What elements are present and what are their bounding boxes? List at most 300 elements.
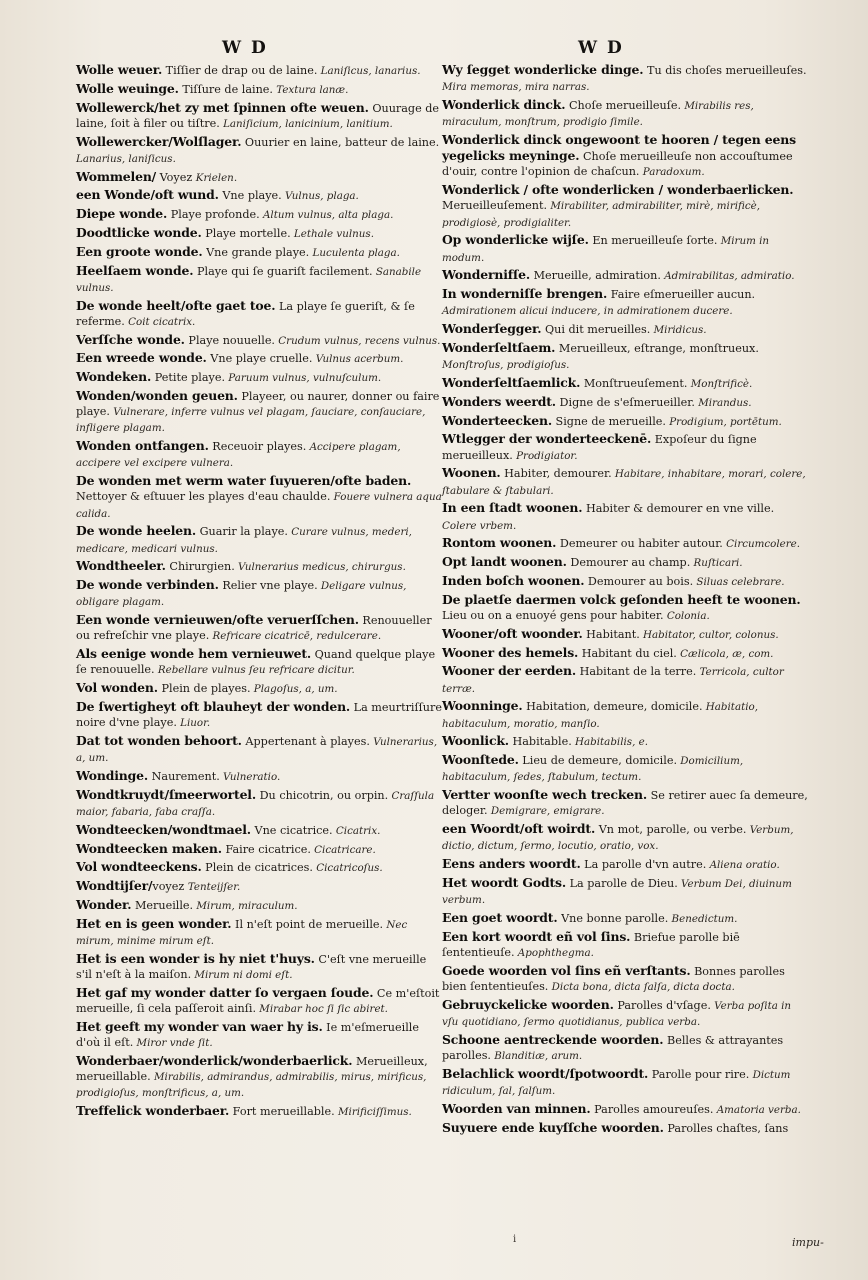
entry-latin: Textura lanæ. bbox=[272, 83, 349, 96]
dictionary-entry bbox=[442, 910, 808, 927]
entry-headword: Het geeft my wonder van waer hy is. bbox=[76, 1018, 323, 1034]
dictionary-entry bbox=[442, 997, 808, 1030]
entry-latin: Vulnus, plaga. bbox=[281, 190, 359, 203]
entry-headword: Wonderſeltſaemlick. bbox=[442, 375, 581, 390]
entry-latin: Rebellare vulnus ſeu refricare dicitur. bbox=[154, 664, 355, 677]
entry-headword: Opt landt woonen. bbox=[442, 554, 567, 570]
dictionary-entry bbox=[76, 298, 442, 330]
entry-french: Digne de s'eſmerueiller. bbox=[555, 395, 695, 409]
entry-latin: Aliena oratio. bbox=[706, 859, 780, 872]
entry-headword: Wtlegger der wonderteeckenē. bbox=[442, 431, 652, 447]
entry-latin: Mirandus. bbox=[694, 396, 752, 409]
entry-latin: Benedictum. bbox=[668, 912, 738, 925]
dictionary-entry bbox=[442, 592, 808, 624]
dictionary-entry bbox=[442, 645, 808, 662]
dictionary-entry bbox=[76, 473, 442, 522]
entry-headword: Inden boſch woonen. bbox=[442, 572, 585, 588]
dictionary-entry bbox=[76, 577, 442, 610]
dictionary-entry bbox=[76, 206, 442, 223]
dictionary-entry bbox=[442, 626, 808, 643]
entry-french: Guarir la playe. bbox=[196, 525, 288, 539]
dictionary-entry bbox=[76, 699, 442, 731]
entry-french: Tiſſier de drap ou de laine. bbox=[162, 64, 318, 77]
entry-headword: Wonders weerdt. bbox=[442, 393, 556, 409]
entry-french: Chirurgien. bbox=[165, 560, 235, 574]
dictionary-entry bbox=[76, 100, 442, 132]
entry-headword: In een ſtadt woonen. bbox=[442, 500, 583, 516]
entry-latin: Ruſticari. bbox=[690, 557, 743, 570]
entry-headword: Gebruyckelicke woorden. bbox=[442, 996, 614, 1012]
entry-latin: Mirabar hoc ſi ſic abiret. bbox=[256, 1002, 388, 1015]
dictionary-entry bbox=[442, 1066, 808, 1099]
running-head-left: W D bbox=[222, 38, 268, 58]
entry-french: Se retirer auec ſa demeure, deloger. bbox=[442, 789, 808, 818]
entry-latin: Mirabilis, admirandus, admirabilis, mirus, mirificus, prodigioſus, monſtrificus, a, um. bbox=[76, 1070, 427, 1100]
entry-headword: Wooner des hemels. bbox=[442, 644, 579, 660]
dictionary-entry bbox=[442, 286, 808, 319]
entry-french: Playe nouuelle. bbox=[184, 333, 275, 347]
entry-latin: Deligare vulnus, obligare plagam. bbox=[76, 580, 407, 609]
entry-french: Briefue parolle biē ſententieuſe. bbox=[442, 930, 740, 959]
entry-headword: De ſwertigheyt oft blauheyt der wonden. bbox=[76, 698, 351, 714]
entry-headword: Belachlick woordt/ſpotwoordt. bbox=[442, 1065, 649, 1081]
entry-latin: Blanditiæ, arum. bbox=[491, 1049, 583, 1062]
entry-latin: Mirum ni domi eſt. bbox=[191, 968, 293, 981]
entry-latin: Laniſicium, lanicinium, lanitium. bbox=[219, 117, 393, 130]
entry-french: Vn mot, parolle, ou verbe. bbox=[595, 823, 747, 837]
entry-latin: Sanabile vulnus. bbox=[76, 265, 422, 294]
entry-latin: Paruum vulnus, vulnuſculum. bbox=[225, 372, 382, 385]
entry-french: Parolle pour rire. bbox=[648, 1067, 750, 1081]
entry-headword: Het is een wonder is hy niet t'huys. bbox=[76, 950, 315, 966]
dictionary-entry bbox=[76, 558, 442, 575]
entry-latin: Liuor. bbox=[176, 717, 211, 730]
dictionary-entry bbox=[442, 182, 808, 231]
entry-latin: Plagoſus, a, um. bbox=[250, 683, 338, 696]
entry-latin: Dictum ridiculum, ſal, ſalſum. bbox=[442, 1068, 791, 1097]
dictionary-entry bbox=[76, 134, 442, 167]
entry-headword: De wonde verbinden. bbox=[76, 577, 219, 593]
entry-latin: Lethale vulnus. bbox=[290, 227, 374, 240]
entry-headword: Verſſche wonde. bbox=[76, 331, 185, 347]
dictionary-entry bbox=[442, 97, 808, 130]
entry-headword: Wonderlick dinck ongewoont te hooren / tegen eens yegelicks meyninge. bbox=[442, 132, 796, 164]
entry-french: Vne grande playe. bbox=[202, 245, 310, 259]
entry-headword: Schoone aentreckende woorden. bbox=[442, 1031, 664, 1047]
entry-headword: Het en is geen wonder. bbox=[76, 915, 232, 931]
entry-french: Choſe merueilleuſe. bbox=[565, 99, 682, 112]
entry-latin: Cicatricare. bbox=[310, 843, 376, 856]
entry-french: Habiter, demourer. bbox=[500, 467, 612, 481]
left-column bbox=[76, 62, 442, 1122]
dictionary-entry bbox=[442, 535, 808, 552]
dictionary-entry bbox=[442, 787, 808, 819]
entry-latin: Coit cicatrix. bbox=[124, 315, 196, 328]
dictionary-entry bbox=[76, 985, 442, 1017]
entry-headword: Wondtheeler. bbox=[76, 558, 166, 574]
entry-latin: Habitator, cultor, colonus. bbox=[639, 628, 779, 641]
entry-french: Merueilleux, merueillable. bbox=[76, 1054, 428, 1083]
dictionary-entry bbox=[442, 698, 808, 731]
entry-french: Plein de cicatrices. bbox=[201, 861, 313, 875]
entry-latin: Verbum, dictio, dictum, ſermo, locutio, oratio, vox. bbox=[442, 824, 794, 853]
entry-latin: Monſtroſus, prodigioſus. bbox=[442, 359, 570, 372]
entry-french: Monſtrueuſement. bbox=[580, 377, 688, 390]
dictionary-entry bbox=[442, 413, 808, 430]
entry-latin: Prodigiator. bbox=[512, 449, 578, 462]
entry-french: Ce m'eſtoit merueille, ſi cela paſſeroit ainſi. bbox=[76, 986, 440, 1015]
dictionary-entry bbox=[442, 875, 808, 908]
entry-french: Lieu de demeure, domicile. bbox=[518, 754, 678, 768]
entry-french: Fort merueillable. bbox=[229, 1104, 335, 1118]
entry-french: Playe profonde. bbox=[167, 208, 260, 222]
dictionary-entry bbox=[76, 263, 442, 296]
dictionary-entry bbox=[76, 62, 442, 79]
entry-latin: Luculenta plaga. bbox=[309, 246, 400, 259]
entry-headword: Wooner/oft woonder. bbox=[442, 625, 583, 641]
entry-french: Demourer au champ. bbox=[566, 556, 691, 570]
dictionary-entry bbox=[76, 438, 442, 471]
entry-latin: Vulnerarius medicus, chirurgus. bbox=[234, 561, 406, 574]
entry-french: Faire eſmerueiller aucun. bbox=[607, 288, 756, 302]
entry-french: Ouurier en laine, batteur de laine. bbox=[241, 135, 440, 149]
entry-headword: Wonderſegger. bbox=[442, 321, 542, 337]
entry-french: La parolle de Dieu. bbox=[566, 876, 678, 890]
dictionary-entry bbox=[442, 1120, 808, 1137]
entry-latin: Nec mirum, minime mirum eſt. bbox=[76, 918, 408, 947]
dictionary-entry bbox=[442, 375, 808, 392]
entry-french: Demeurer ou habiter autour. bbox=[556, 537, 723, 551]
dictionary-entry bbox=[76, 897, 442, 914]
entry-latin: Prodigium, portētum. bbox=[665, 415, 782, 428]
entry-headword: De wonde heelt/ofte gaet toe. bbox=[76, 297, 276, 313]
entry-headword: De wonde heelen. bbox=[76, 523, 197, 539]
dictionary-entry bbox=[442, 821, 808, 854]
entry-french: Habitable. bbox=[508, 735, 572, 749]
dictionary-entry bbox=[76, 1053, 442, 1102]
entry-headword: Op wonderlicke wijſe. bbox=[442, 232, 589, 248]
entry-latin: Krielen. bbox=[195, 171, 238, 184]
dictionary-entry bbox=[76, 332, 442, 349]
dictionary-entry bbox=[442, 267, 808, 284]
entry-headword: Wooner der eerden. bbox=[442, 663, 577, 679]
entry-latin: Laniſicus, lanarius. bbox=[317, 65, 421, 77]
entry-latin: Dicta bona, dicta ſalſa, dicta docta. bbox=[548, 980, 735, 993]
entry-latin: Lanarius, laniſicus. bbox=[76, 152, 176, 165]
entry-headword: Dat tot wonden behoort. bbox=[76, 732, 242, 748]
entry-headword: Woorden van minnen. bbox=[442, 1100, 591, 1116]
entry-headword: Wonden/wonden geuen. bbox=[76, 387, 238, 403]
entry-latin: Altum vulnus, alta plaga. bbox=[259, 209, 394, 222]
entry-french: La parolle d'vn autre. bbox=[580, 858, 707, 872]
entry-french: Plein de playes. bbox=[157, 682, 251, 696]
entry-headword: Wolle weuinge. bbox=[76, 80, 179, 96]
dictionary-entry bbox=[76, 787, 442, 820]
entry-latin: Verba poſita in vſu quotidiano, ſermo quotidianus, publica verba. bbox=[442, 999, 792, 1028]
dictionary-entry bbox=[442, 963, 808, 995]
entry-french: Receuoir playes. bbox=[208, 440, 307, 454]
dictionary-entry bbox=[76, 388, 442, 437]
entry-headword: Wommelen/ bbox=[76, 168, 157, 184]
entry-latin: Mirificiſſimus. bbox=[334, 1105, 412, 1118]
dictionary-entry bbox=[76, 81, 442, 98]
entry-headword: Als eenige wonde hem vernieuwet. bbox=[76, 646, 312, 662]
entry-french: Nettoyer & eſtuuer les playes d'eau chaulde. bbox=[76, 490, 331, 504]
dictionary-entry bbox=[442, 232, 808, 265]
entry-latin: Amatoria verba. bbox=[713, 1103, 801, 1116]
entry-headword: Wondteecken/wondtmael. bbox=[76, 821, 251, 837]
entry-latin: Fouere vulnera aqua calida. bbox=[76, 491, 442, 520]
entry-latin: Apophthegma. bbox=[514, 946, 594, 959]
dictionary-entry bbox=[442, 663, 808, 696]
entry-french: Petite playe. bbox=[151, 371, 226, 385]
entry-french: Qui dit merueilles. bbox=[541, 323, 651, 337]
entry-french: Parolles amoureuſes. bbox=[590, 1102, 714, 1116]
entry-french: Quand quelque playe ſe renouuelle. bbox=[76, 648, 436, 677]
entry-headword: Wondteecken maken. bbox=[76, 840, 222, 856]
entry-french: Signe de merueille. bbox=[551, 414, 666, 428]
entry-latin: Monſtrificè. bbox=[687, 378, 753, 390]
entry-latin: Vulnus acerbum. bbox=[312, 353, 404, 366]
entry-latin: Crudum vulnus, recens vulnus. bbox=[275, 334, 441, 347]
entry-french: Choſe merueilleuſe non accouſtumee d'ouir, contre l'opinion de chaſcun. bbox=[442, 150, 793, 179]
dictionary-entry bbox=[442, 752, 808, 785]
entry-latin: Tenteijſer. bbox=[187, 881, 241, 894]
entry-latin: Vulneratio. bbox=[219, 770, 281, 783]
entry-french: Merueilleuſement. bbox=[442, 199, 548, 213]
dictionary-entry bbox=[76, 733, 442, 766]
entry-headword: Suyuere ende kuyſſche woorden. bbox=[442, 1119, 664, 1135]
entry-french: Playe mortelle. bbox=[201, 226, 291, 240]
dictionary-entry bbox=[442, 62, 808, 95]
entry-french: Habiter & demourer en vne ville. bbox=[582, 502, 775, 516]
entry-french: voyez bbox=[152, 880, 188, 894]
dictionary-entry bbox=[76, 187, 442, 204]
dictionary-entry bbox=[76, 768, 442, 785]
entry-headword: Woonſtede. bbox=[442, 752, 519, 768]
entry-french: Appertenant à playes. bbox=[241, 734, 370, 748]
entry-french: La meurtriſſure noire d'vne playe. bbox=[76, 700, 442, 730]
entry-latin: Mira memoras, mira narras. bbox=[442, 81, 590, 94]
dictionary-entry bbox=[76, 951, 442, 983]
entry-latin: Mirabilis res, miraculum, monſtrum, prodigio ſimile. bbox=[442, 100, 754, 129]
entry-headword: een Wonde/oft wund. bbox=[76, 187, 219, 203]
entry-headword: De wonden met werm water ſuyueren/ofte baden. bbox=[76, 473, 412, 489]
entry-latin: Terricola, cultor terræ. bbox=[442, 666, 784, 695]
entry-headword: Wondeken. bbox=[76, 369, 152, 385]
entry-french: Voyez bbox=[156, 170, 196, 184]
entry-french: Lieu ou on a enuoyé gens pour habiter. bbox=[442, 608, 664, 622]
entry-headword: Wondernifſe. bbox=[442, 267, 531, 283]
entry-headword: Vol wondteeckens. bbox=[76, 859, 202, 875]
running-head-right: W D bbox=[578, 38, 624, 58]
entry-latin: Accipere plagam, accipere vel excipere vulnera. bbox=[76, 441, 401, 470]
dictionary-entry bbox=[76, 1019, 442, 1051]
dictionary-entry bbox=[76, 841, 442, 858]
entry-french: Demourer au bois. bbox=[584, 574, 694, 588]
entry-headword: Diepe wonde. bbox=[76, 206, 168, 222]
entry-french: Ie m'eſmerueille d'où il eſt. bbox=[76, 1020, 419, 1049]
dictionary-entry bbox=[442, 431, 808, 463]
entry-latin: Mirum, miraculum. bbox=[193, 899, 298, 912]
entry-headword: Woonlick. bbox=[442, 733, 509, 749]
entry-headword: Woonninge. bbox=[442, 698, 523, 714]
entry-french: Vne bonne parolle. bbox=[557, 911, 669, 925]
dictionary-entry bbox=[442, 1032, 808, 1064]
entry-headword: Het woordt Godts. bbox=[442, 874, 567, 890]
dictionary-entry bbox=[76, 350, 442, 367]
entry-french: Tiſſure de laine. bbox=[178, 82, 273, 96]
entry-latin: Habitabilis, e. bbox=[571, 736, 648, 749]
dictionary-entry bbox=[442, 500, 808, 533]
entry-headword: Wy ſegget wonderlicke dinge. bbox=[442, 62, 644, 77]
entry-latin: Habitare, inhabitare, morari, colere, ſtabulare & ſtabulari. bbox=[442, 468, 806, 497]
entry-latin: Vulnerare, inferre vulnus vel plagam, ſauciare, conſauciare, infligere plagam. bbox=[76, 406, 426, 435]
entry-headword: De plaetſe daermen volck geſonden heeft te woonen. bbox=[442, 591, 801, 607]
entry-french: Vne playe cruelle. bbox=[206, 352, 313, 366]
entry-latin: Cælicola, æ, com. bbox=[676, 647, 774, 660]
entry-latin: Vulnerarius, a, um. bbox=[76, 735, 438, 765]
entry-french: Merueilleux, eſtrange, monſtrueux. bbox=[555, 342, 759, 355]
entry-latin: Admirabilitas, admiratio. bbox=[660, 270, 795, 283]
entry-french: Playe qui ſe guariſt facilement. bbox=[193, 264, 373, 278]
entry-headword: Het gaf my wonder datter ſo vergaen ſoude. bbox=[76, 984, 374, 1000]
dictionary-entry bbox=[76, 523, 442, 556]
bottom-mark: ⅰ bbox=[513, 1234, 517, 1245]
dictionary-entry bbox=[442, 321, 808, 338]
entry-latin: Mirabiliter, admirabiliter, mirè, mirificè, prodigiosè, prodigialiter. bbox=[442, 200, 761, 229]
entry-french: Expoſeur du ſigne merueilleux. bbox=[442, 433, 757, 462]
entry-latin: Colonia. bbox=[663, 609, 710, 622]
entry-latin: Curare vulnus, mederi, medicare, medicari vulnus. bbox=[76, 526, 412, 555]
entry-latin: Circumcolere. bbox=[722, 538, 801, 551]
entry-latin: Habitatio, habitaculum, moratio, manſio. bbox=[442, 701, 758, 730]
entry-french: Bonnes parolles bien ſententieuſes. bbox=[442, 964, 785, 993]
entry-french: Habitant de la terre. bbox=[576, 665, 697, 679]
entry-headword: Woonen. bbox=[442, 465, 501, 481]
entry-headword: Wonderlick dinck. bbox=[442, 97, 566, 112]
dictionary-entry bbox=[76, 916, 442, 949]
catchword: impu- bbox=[792, 1236, 824, 1249]
entry-latin: Paradoxum. bbox=[639, 166, 705, 179]
entry-headword: Wollewerck/het zy met ſpinnen ofte weuen. bbox=[76, 99, 369, 115]
entry-headword: Een wonde vernieuwen/ofte veruerſſchen. bbox=[76, 612, 359, 628]
entry-latin: Demigrare, emigrare. bbox=[487, 805, 605, 818]
entry-french: Habitation, demeure, domicile. bbox=[522, 700, 703, 714]
entry-headword: Heelſaem wonde. bbox=[76, 262, 194, 278]
entry-french: Playeer, ou naurer, donner ou faire playe. bbox=[76, 389, 440, 419]
entry-headword: Een groote wonde. bbox=[76, 243, 203, 259]
dictionary-entry bbox=[442, 856, 808, 873]
entry-french: Merueille, admiration. bbox=[530, 269, 661, 283]
dictionary-entry bbox=[442, 394, 808, 411]
dictionary-entry bbox=[442, 733, 808, 750]
entry-latin: Refricare cicatricē, redulcerare. bbox=[209, 630, 382, 643]
entry-french: Parolles d'vſage. bbox=[613, 998, 711, 1012]
entry-headword: In wonderniſſe brengen. bbox=[442, 286, 608, 302]
entry-french: Du chicotrin, ou orpin. bbox=[256, 788, 389, 802]
entry-headword: Wonderlick / ofte wonderlicken / wonderbaerlicken. bbox=[442, 182, 794, 198]
dictionary-entry bbox=[76, 822, 442, 839]
dictionary-entry bbox=[76, 169, 442, 186]
entry-french: Belles & attrayantes parolles. bbox=[442, 1033, 784, 1062]
dictionary-entry bbox=[442, 340, 808, 373]
dictionary-entry bbox=[76, 369, 442, 386]
entry-french: Naurement. bbox=[148, 769, 220, 783]
right-column bbox=[442, 62, 808, 1138]
entry-headword: Een wreede wonde. bbox=[76, 350, 207, 366]
entry-french: Ouurage de laine, ſoit à filer ou tiſtre. bbox=[76, 101, 440, 130]
entry-french: Il n'eſt point de merueille. bbox=[231, 917, 384, 931]
entry-headword: Doodtlicke wonde. bbox=[76, 224, 202, 240]
entry-headword: Wollewercker/Wolſlager. bbox=[76, 133, 242, 149]
entry-french: C'eſt vne merueille s'il n'eſt à la maiſon. bbox=[76, 952, 427, 981]
entry-french: La playe ſe gueriſt, & ſe referme. bbox=[76, 299, 415, 328]
entry-french: Habitant. bbox=[582, 627, 640, 641]
dictionary-entry bbox=[442, 929, 808, 961]
dictionary-entry bbox=[442, 465, 808, 498]
entry-french: En merueilleuſe ſorte. bbox=[588, 234, 718, 248]
dictionary-entry bbox=[442, 132, 808, 181]
entry-latin: Colere vrbem. bbox=[442, 519, 517, 532]
entry-headword: Vertter woonſte wech trecken. bbox=[442, 787, 648, 803]
entry-latin: Admirationem alicui inducere, in admirationem ducere. bbox=[442, 305, 733, 318]
entry-french: Vne cicatrice. bbox=[250, 823, 333, 837]
entry-latin: Miridicus. bbox=[650, 324, 707, 337]
dictionary-entry bbox=[76, 680, 442, 697]
entry-headword: Eens anders woordt. bbox=[442, 856, 581, 872]
entry-headword: Wolle weuer. bbox=[76, 62, 163, 77]
entry-french: Tu dis choſes merueilleuſes. bbox=[643, 64, 807, 77]
entry-headword: Een goet woordt. bbox=[442, 909, 558, 925]
entry-headword: Rontom woonen. bbox=[442, 535, 557, 551]
entry-french: Parolles chaſtes, ſans bbox=[663, 1121, 789, 1135]
entry-headword: Wonden ontfangen. bbox=[76, 438, 209, 454]
entry-french: Renouueller ou refreſchir vne playe. bbox=[76, 614, 432, 643]
dictionary-entry bbox=[76, 225, 442, 242]
dictionary-entry bbox=[442, 573, 808, 590]
entry-headword: Vol wonden. bbox=[76, 680, 158, 696]
entry-latin: Cicatricoſus. bbox=[312, 862, 383, 875]
dictionary-entry bbox=[76, 1103, 442, 1120]
dictionary-entry bbox=[442, 1101, 808, 1118]
entry-french: Vne playe. bbox=[218, 189, 282, 203]
entry-headword: Wonderbaer/wonderlick/wonderbaerlick. bbox=[76, 1052, 353, 1068]
dictionary-entry bbox=[76, 244, 442, 261]
entry-latin: Siluas celebrare. bbox=[693, 575, 785, 588]
entry-headword: een Woordt/oft woirdt. bbox=[442, 821, 596, 837]
entry-headword: Treffelick wonderbaer. bbox=[76, 1102, 230, 1118]
entry-french: Habitant du ciel. bbox=[578, 646, 677, 660]
entry-latin: Mirum in modum. bbox=[442, 235, 770, 264]
entry-headword: Wonderſeltſaem. bbox=[442, 340, 556, 355]
entry-latin: Miror vnde ſit. bbox=[133, 1036, 213, 1049]
entry-french: Merueille. bbox=[131, 898, 194, 912]
entry-headword: Wondtijſer/ bbox=[76, 878, 153, 894]
entry-headword: Wondinge. bbox=[76, 767, 149, 783]
dictionary-entry bbox=[76, 646, 442, 678]
dictionary-entry bbox=[442, 554, 808, 571]
entry-headword: Wondtkruydt/ſmeerwortel. bbox=[76, 786, 257, 802]
entry-french: Faire cicatrice. bbox=[221, 842, 311, 856]
entry-headword: Een kort woordt eñ vol ſins. bbox=[442, 928, 631, 944]
entry-latin: Cicatrix. bbox=[332, 824, 381, 837]
entry-headword: Wonderteecken. bbox=[442, 412, 552, 428]
entry-latin: Domicilium, habitaculum, ſedes, ſtabulum, tectum. bbox=[442, 755, 744, 784]
entry-latin: Verbum Dei, diuinum verbum. bbox=[442, 877, 792, 907]
dictionary-entry bbox=[76, 878, 442, 895]
entry-headword: Wonder. bbox=[76, 896, 132, 912]
